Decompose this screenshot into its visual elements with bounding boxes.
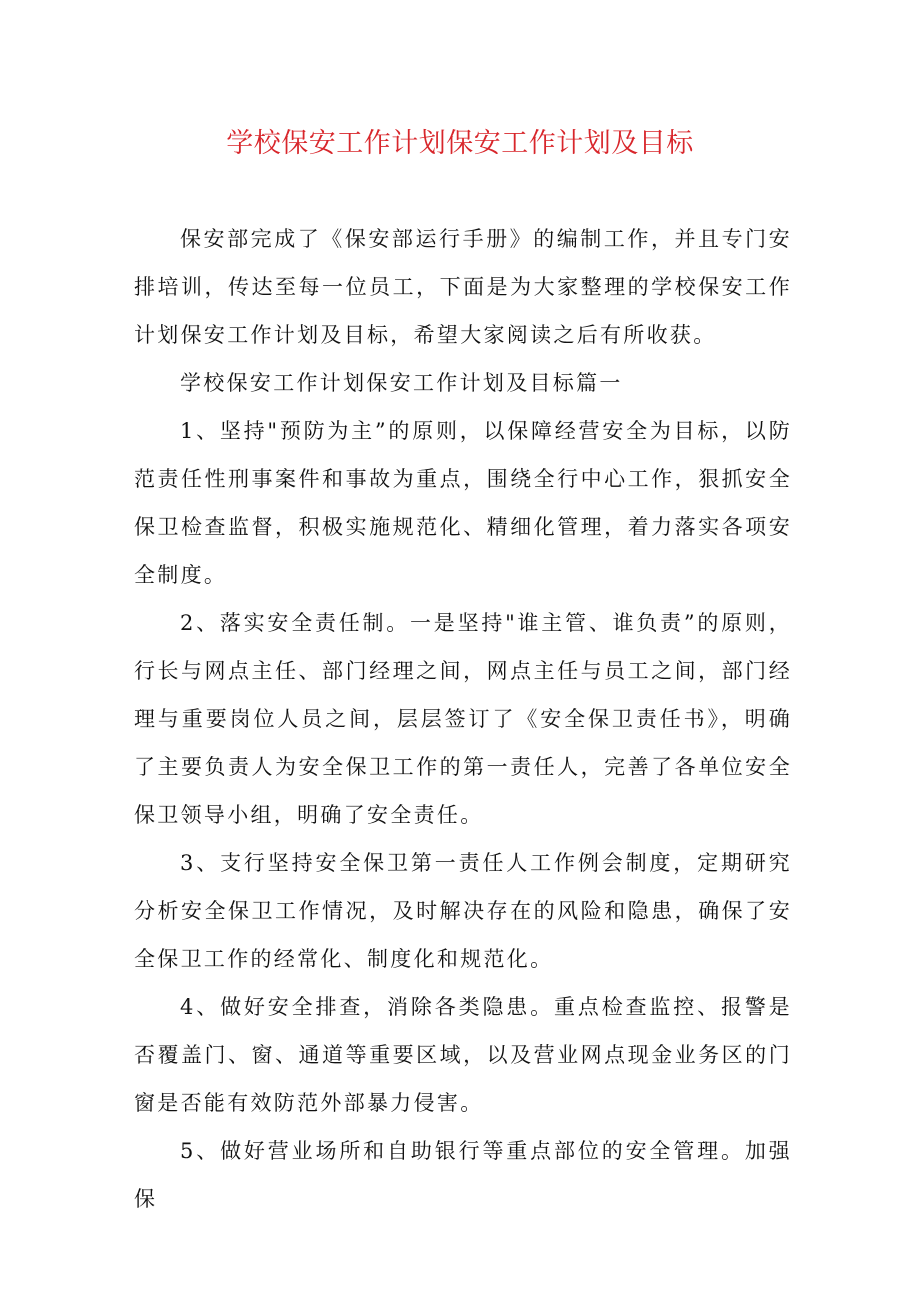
list-item: 4、做好安全排查，消除各类隐患。重点检查监控、报警是否覆盖门、窗、通道等重要区域，以及营业网点现金业务区的门窗是否能有效防范外部暴力侵害。 (134, 995, 792, 1115)
section-heading: 学校保安工作计划保安工作计划及目标篇一 (180, 371, 623, 395)
intro-paragraph: 保安部完成了《保安部运行手册》的编制工作，并且专门安排培训，传达至每一位员工，下面是为大家整理的学校保安工作计划保安工作计划及目标，希望大家阅读之后有所收获。 (134, 227, 792, 347)
list-item: 3、支行坚持安全保卫第一责任人工作例会制度，定期研究分析安全保卫工作情况，及时解决存在的风险和隐患，确保了安全保卫工作的经常化、制度化和规范化。 (134, 851, 792, 971)
list-item: 2、落实安全责任制。一是坚持"谁主管、谁负责”的原则，行长与网点主任、部门经理之间，网点主任与员工之间，部门经理与重要岗位人员之间，层层签订了《安全保卫责任书》，明确了主要负责人为安全保卫工作的第一责任人，完善了各单位安全保卫领导小组，明确了安全责任。 (134, 611, 792, 827)
list-item: 1、坚持"预防为主”的原则，以保障经营安全为目标，以防范责任性刑事案件和事故为重点，围绕全行中心工作，狠抓安全保卫检查监督，积极实施规范化、精细化管理，着力落实各项安全制度。 (134, 419, 792, 587)
document-title: 学校保安工作计划保安工作计划及目标 (226, 128, 694, 159)
document-body (134, 215, 792, 1223)
list-item: 5、做好营业场所和自助银行等重点部位的安全管理。加强保 (134, 1139, 792, 1211)
